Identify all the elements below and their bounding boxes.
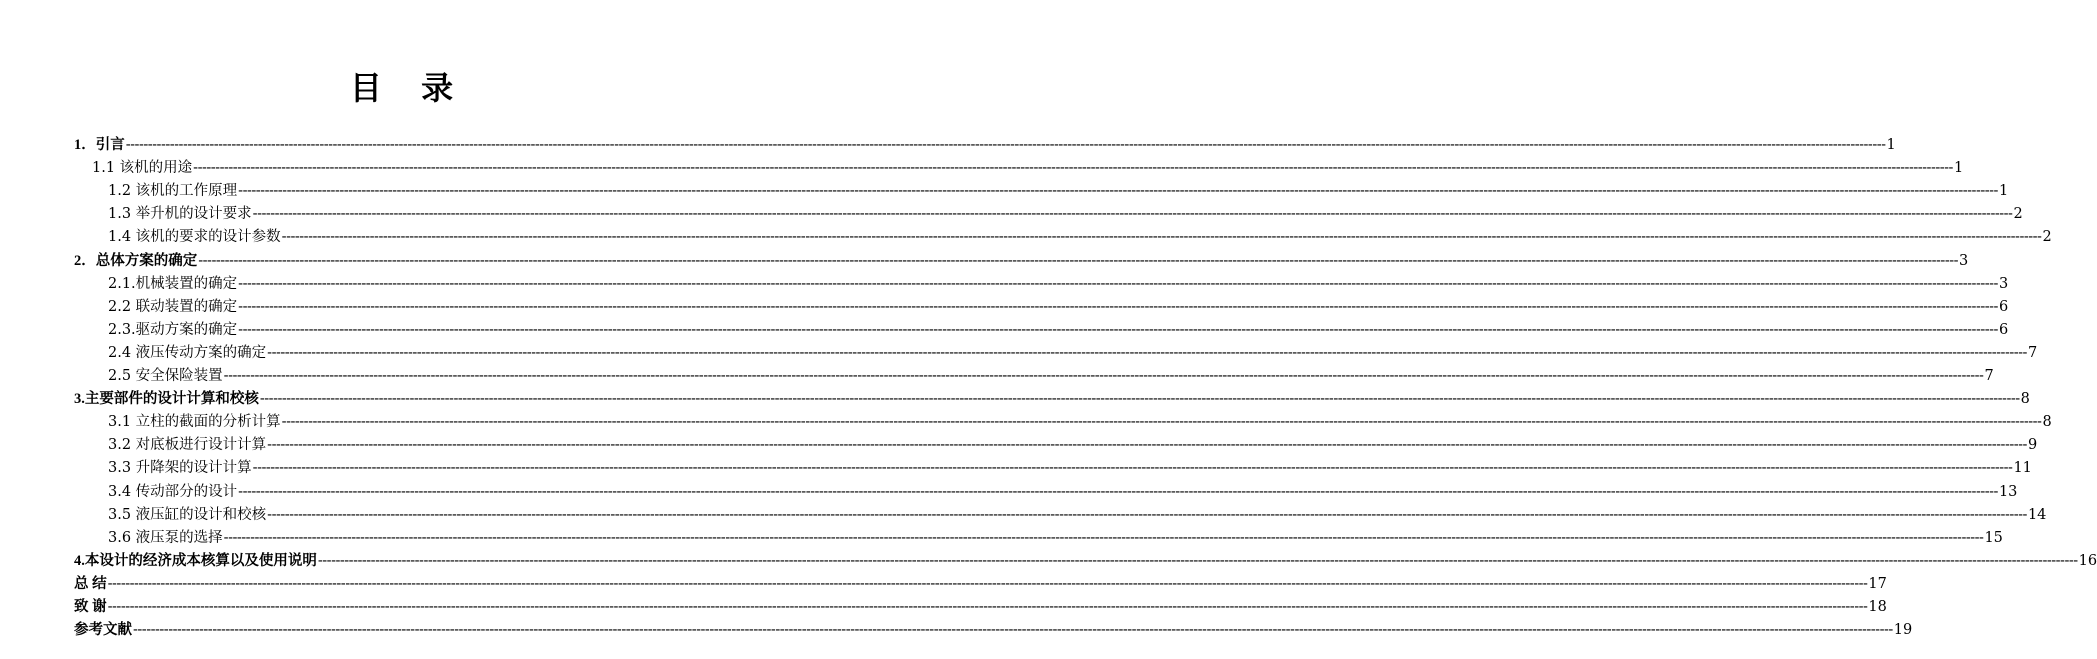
toc-entry-label: 2.5 安全保险装置 [108, 368, 223, 385]
toc-entry[interactable] [74, 617, 1913, 640]
toc-entry-page-number: 1 [1953, 160, 1964, 177]
toc-entry-page-number: 8 [2020, 391, 2030, 408]
toc-entry-page-number: 2 [2042, 229, 2052, 246]
toc-entry-page-number: 11 [2013, 460, 2032, 477]
toc-entry-label: 1.2 该机的工作原理 [108, 183, 238, 200]
dot-leader: ---------------------------------------------------------------------------------------------------------------------------------------------------------------------------------------------------------------------------------------------------------------------------------------------------------------------------------------------------------------------------------------------------------------- [238, 483, 1998, 500]
toc-entry[interactable] [74, 455, 2032, 478]
toc-entry-page-number: 17 [1868, 575, 1887, 592]
toc-entry-label: 3.2 对底板进行设计计算 [108, 437, 267, 454]
toc-entry-label: 1.3 举升机的设计要求 [108, 206, 252, 223]
toc-entry-label: 1.1 该机的用途 [92, 160, 193, 177]
dot-leader: ---------------------------------------------------------------------------------------------------------------------------------------------------------------------------------------------------------------------------------------------------------------------------------------------------------------------------------------------------------------------------------------------------------------- [259, 391, 2020, 408]
toc-entry-page-number: 1 [1886, 137, 1896, 154]
toc-entry-label: 3.4 传动部分的设计 [108, 483, 238, 500]
toc-entry[interactable] [74, 247, 1969, 270]
toc-entry[interactable] [74, 409, 2052, 432]
toc-entry-page-number: 1 [1998, 183, 2009, 200]
toc-entry-page-number: 19 [1893, 622, 1913, 639]
toc-entry-label: 3.1 立柱的截面的分析计算 [108, 414, 281, 431]
dot-leader: ---------------------------------------------------------------------------------------------------------------------------------------------------------------------------------------------------------------------------------------------------------------------------------------------------------------------------------------------------------------------------------------------------------------- [107, 575, 1868, 592]
toc-entry-page-number: 8 [2042, 414, 2052, 431]
dot-leader: ---------------------------------------------------------------------------------------------------------------------------------------------------------------------------------------------------------------------------------------------------------------------------------------------------------------------------------------------------------------------------------------------------------------- [125, 137, 1886, 154]
toc-entry-page-number: 18 [1868, 598, 1887, 615]
dot-leader: ---------------------------------------------------------------------------------------------------------------------------------------------------------------------------------------------------------------------------------------------------------------------------------------------------------------------------------------------------------------------------------------------------------------- [238, 275, 1998, 292]
dot-leader: ---------------------------------------------------------------------------------------------------------------------------------------------------------------------------------------------------------------------------------------------------------------------------------------------------------------------------------------------------------------------------------------------------------------- [238, 298, 1998, 315]
toc-entry-label: 3.主要部件的设计计算和校核 [74, 391, 259, 408]
toc-entry-label: 2.2 联动装置的确定 [108, 298, 238, 315]
dot-leader: ---------------------------------------------------------------------------------------------------------------------------------------------------------------------------------------------------------------------------------------------------------------------------------------------------------------------------------------------------------------------------------------------------------------- [238, 183, 1998, 200]
toc-entry-page-number: 16 [2078, 552, 2097, 569]
toc-entry-label: 3.6 液压泵的选择 [108, 529, 223, 546]
toc-entry[interactable] [74, 340, 2038, 363]
toc-entry-label: 2.3.驱动方案的确定 [108, 321, 238, 338]
toc-entry-page-number: 7 [1984, 368, 1994, 385]
toc-entry[interactable] [74, 432, 2038, 455]
toc-entry[interactable] [74, 178, 2009, 201]
toc-entry[interactable] [74, 271, 2009, 294]
toc-entry-label: 1．引言 [74, 137, 125, 154]
toc-entry-page-number: 3 [1998, 275, 2009, 292]
toc-entry-page-number: 15 [1984, 529, 2003, 546]
toc-entry-page-number: 2 [2013, 206, 2023, 223]
toc-entry[interactable] [74, 224, 2052, 247]
toc-entry-label: 1.4 该机的要求的设计参数 [108, 229, 281, 246]
dot-leader: ---------------------------------------------------------------------------------------------------------------------------------------------------------------------------------------------------------------------------------------------------------------------------------------------------------------------------------------------------------------------------------------------------------------- [281, 229, 2042, 246]
dot-leader: ---------------------------------------------------------------------------------------------------------------------------------------------------------------------------------------------------------------------------------------------------------------------------------------------------------------------------------------------------------------------------------------------------------------- [317, 552, 2078, 569]
toc-entry[interactable] [74, 525, 2003, 548]
dot-leader: ---------------------------------------------------------------------------------------------------------------------------------------------------------------------------------------------------------------------------------------------------------------------------------------------------------------------------------------------------------------------------------------------------------------- [198, 252, 1959, 269]
toc-entry-label: 参考文献 [74, 622, 132, 639]
dot-leader: ---------------------------------------------------------------------------------------------------------------------------------------------------------------------------------------------------------------------------------------------------------------------------------------------------------------------------------------------------------------------------------------------------------------- [133, 622, 1893, 639]
toc-entry-label: 2．总体方案的确定 [74, 252, 198, 269]
toc-entry-label: 总 结 [74, 575, 107, 592]
toc-entry-page-number: 9 [2027, 437, 2038, 454]
dot-leader: ---------------------------------------------------------------------------------------------------------------------------------------------------------------------------------------------------------------------------------------------------------------------------------------------------------------------------------------------------------------------------------------------------------------- [238, 321, 1998, 338]
dot-leader: ---------------------------------------------------------------------------------------------------------------------------------------------------------------------------------------------------------------------------------------------------------------------------------------------------------------------------------------------------------------------------------------------------------------- [252, 460, 2013, 477]
dot-leader: ---------------------------------------------------------------------------------------------------------------------------------------------------------------------------------------------------------------------------------------------------------------------------------------------------------------------------------------------------------------------------------------------------------------- [252, 206, 2013, 223]
toc-entry-label: 2.4 液压传动方案的确定 [108, 344, 267, 361]
table-of-contents [74, 132, 2097, 640]
toc-entry[interactable] [74, 155, 1964, 178]
toc-entry-page-number: 7 [2027, 344, 2038, 361]
toc-entry-label: 致 谢 [74, 598, 107, 615]
toc-entry-label: 3.5 液压缸的设计和校核 [108, 506, 267, 523]
toc-entry[interactable] [74, 594, 1887, 617]
toc-entry-label: 3.3 升降架的设计计算 [108, 460, 252, 477]
toc-entry[interactable] [74, 502, 2047, 525]
toc-entry[interactable] [74, 317, 2009, 340]
toc-entry[interactable] [74, 294, 2009, 317]
toc-entry[interactable] [74, 548, 2097, 571]
dot-leader: ---------------------------------------------------------------------------------------------------------------------------------------------------------------------------------------------------------------------------------------------------------------------------------------------------------------------------------------------------------------------------------------------------------------- [267, 437, 2027, 454]
toc-entry[interactable] [74, 478, 2018, 501]
dot-leader: ---------------------------------------------------------------------------------------------------------------------------------------------------------------------------------------------------------------------------------------------------------------------------------------------------------------------------------------------------------------------------------------------------------------- [223, 368, 1984, 385]
toc-entry[interactable] [74, 386, 2030, 409]
toc-entry[interactable] [74, 201, 2023, 224]
toc-entry-page-number: 14 [2027, 506, 2047, 523]
dot-leader: ---------------------------------------------------------------------------------------------------------------------------------------------------------------------------------------------------------------------------------------------------------------------------------------------------------------------------------------------------------------------------------------------------------------- [267, 506, 2027, 523]
dot-leader: ---------------------------------------------------------------------------------------------------------------------------------------------------------------------------------------------------------------------------------------------------------------------------------------------------------------------------------------------------------------------------------------------------------------- [107, 598, 1868, 615]
toc-entry-page-number: 3 [1959, 252, 1969, 269]
toc-entry[interactable] [74, 571, 1887, 594]
toc-entry-label: 4.本设计的经济成本核算以及使用说明 [74, 552, 317, 569]
dot-leader: ---------------------------------------------------------------------------------------------------------------------------------------------------------------------------------------------------------------------------------------------------------------------------------------------------------------------------------------------------------------------------------------------------------------- [267, 344, 2027, 361]
dot-leader: ---------------------------------------------------------------------------------------------------------------------------------------------------------------------------------------------------------------------------------------------------------------------------------------------------------------------------------------------------------------------------------------------------------------- [223, 529, 1984, 546]
toc-entry[interactable] [74, 132, 1896, 155]
toc-entry-page-number: 13 [1998, 483, 2018, 500]
toc-entry-label: 2.1.机械装置的确定 [108, 275, 238, 292]
toc-entry-page-number: 6 [1998, 321, 2009, 338]
dot-leader: ---------------------------------------------------------------------------------------------------------------------------------------------------------------------------------------------------------------------------------------------------------------------------------------------------------------------------------------------------------------------------------------------------------------- [193, 160, 1953, 177]
toc-entry[interactable] [74, 363, 1994, 386]
toc-entry-page-number: 6 [1998, 298, 2009, 315]
dot-leader: ---------------------------------------------------------------------------------------------------------------------------------------------------------------------------------------------------------------------------------------------------------------------------------------------------------------------------------------------------------------------------------------------------------------- [281, 414, 2042, 431]
page-title: 目 录 [349, 69, 468, 107]
